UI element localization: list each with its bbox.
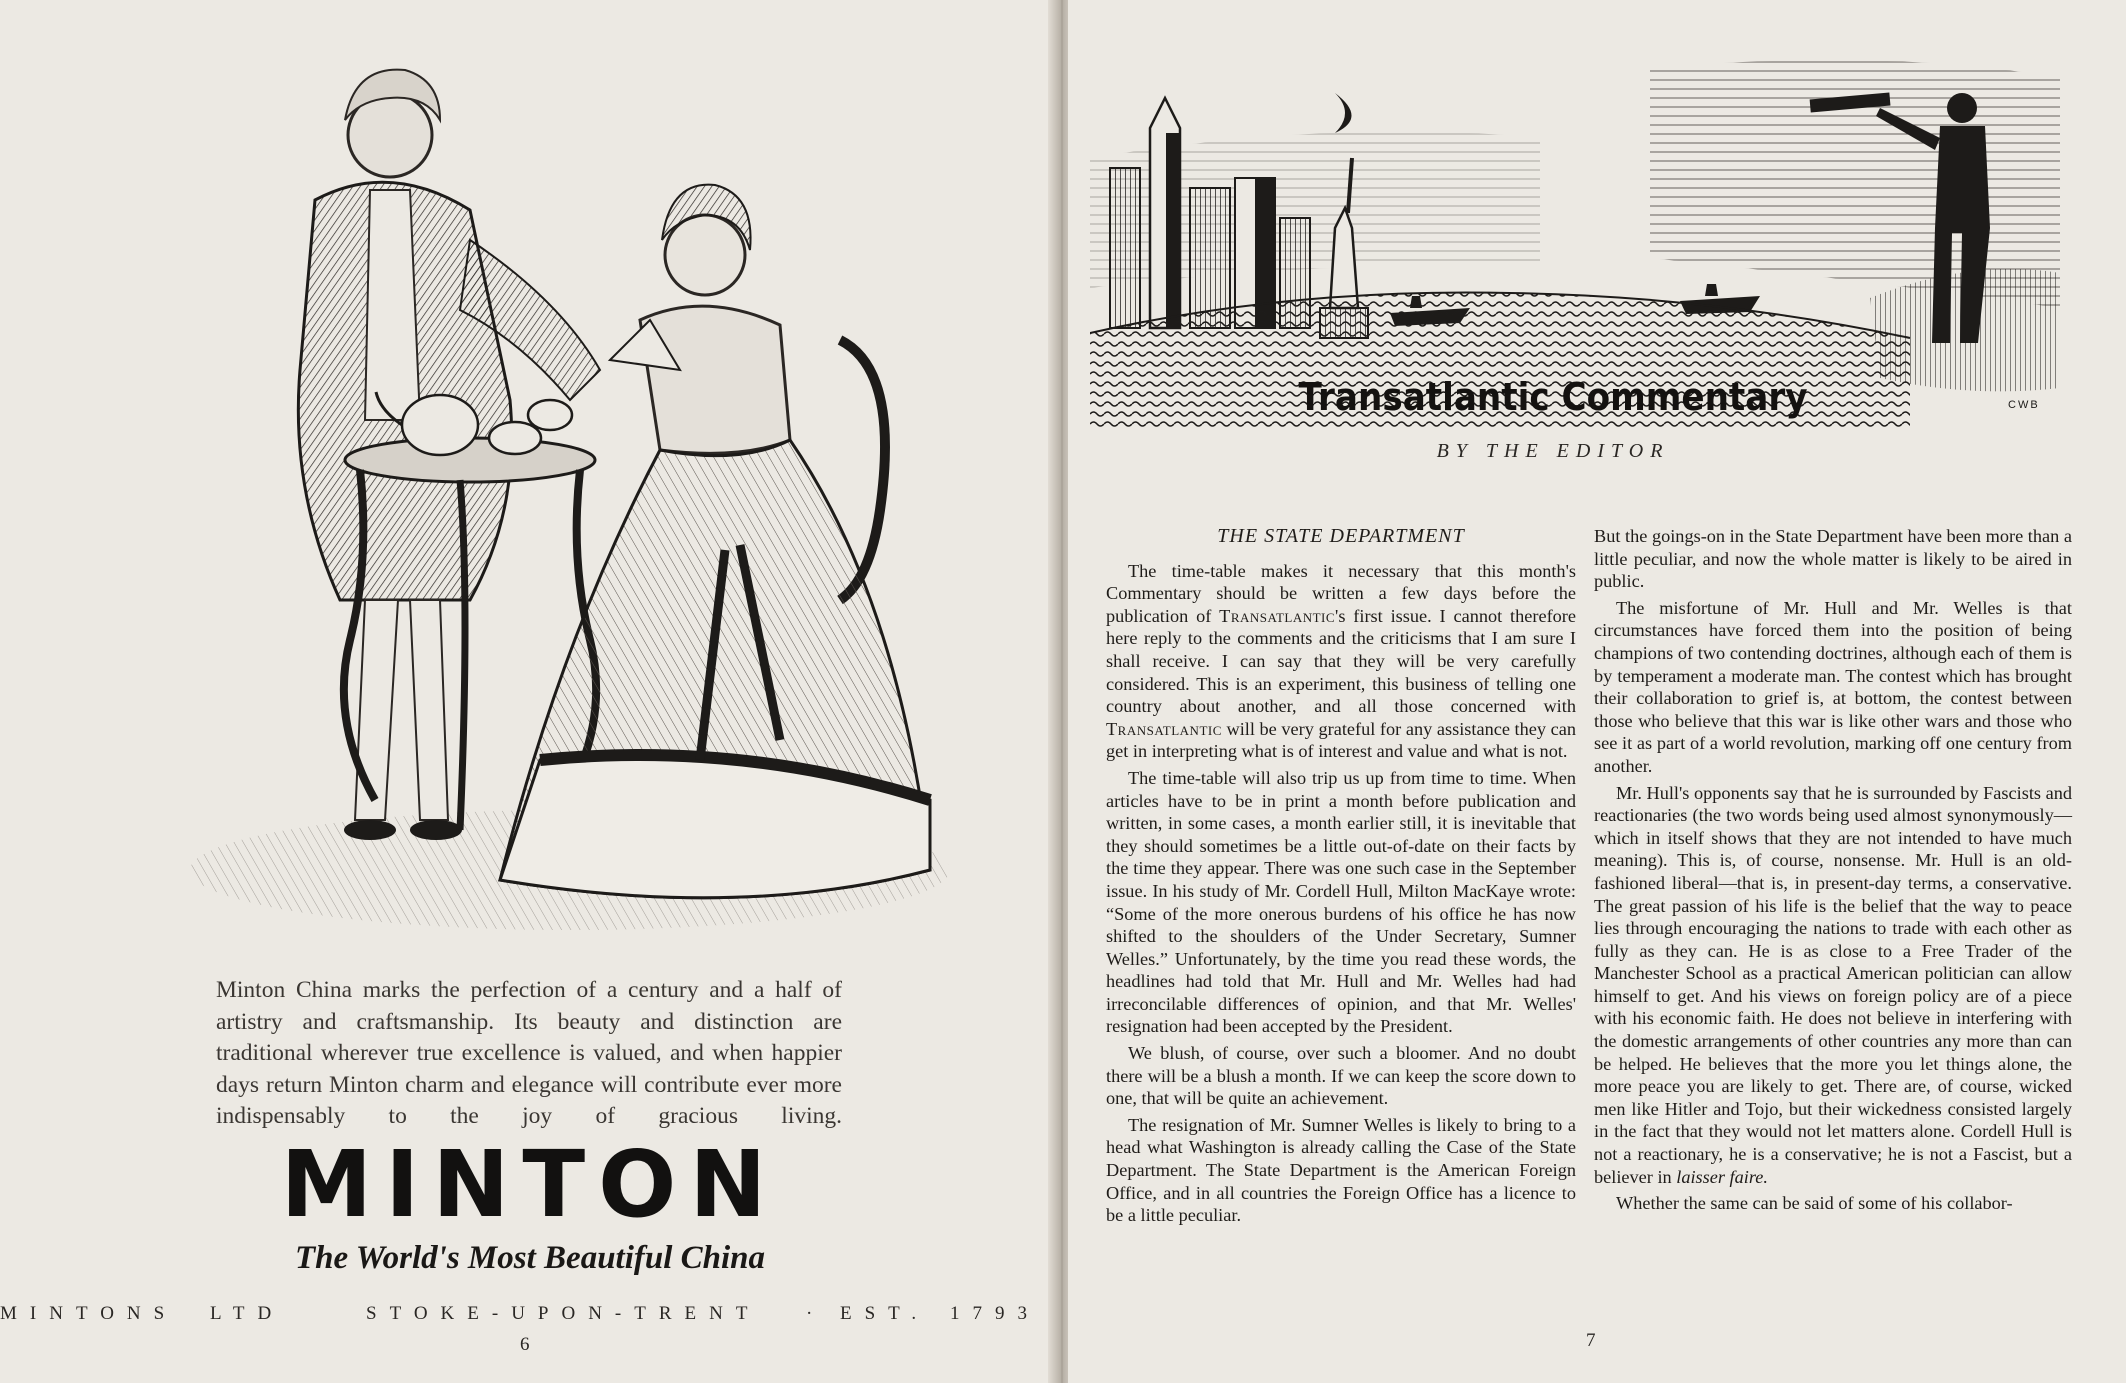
right-page — [1068, 0, 2126, 1383]
company-location: STOKE-UPON-TRENT — [366, 1303, 761, 1324]
paragraph: The misfortune of Mr. Hull and Mr. Welles is that circumstances have forced them into the position of being champions of two contending doctrines, although each of them is by temperament a moderate man. The contest which has brought their collaboration to grief is, at bottom, the contest between those who believe that this war is like other wars and those who see it as part of a world revolution, marking off one century from another. — [1594, 597, 2072, 776]
established-label: EST. — [840, 1303, 930, 1324]
section-heading: THE STATE DEPARTMENT — [1217, 525, 1465, 547]
article-column-left — [1106, 525, 1576, 1231]
article-column-right — [1594, 525, 2072, 1219]
paragraph: The resignation of Mr. Sumner Welles is likely to bring to a head what Washington is already calling the Case of the State Department. The State Department is the American Foreign Office, and in all countries the Foreign Office has a licence to be a little peculiar. — [1106, 1114, 1576, 1226]
paragraph: We blush, of course, over such a bloomer. And no doubt there will be a blush a month. If we can keep the score down to one, that will be quite an achievement. — [1106, 1043, 1576, 1109]
paragraph: Mr. Hull's opponents say that he is surrounded by Fascists and reactionaries (the two words being used almost synonymously—which in itself shows that they are not intended to have much meaning). This is, of course, nonsense. Mr. Hull is an old-fashioned liberal—that is, in present-day terms, a conservative. The great passion of his life is the belief that the way to peace lies through encouraging the nations to trade with each other as fully as they can. He is as close to a Free Trader of the Manchester School as a practical American politician can allow himself to get. And his views on foreign policy are of a piece with his economic faith. He does not believe in interfering with the domestic arrangements of other countries any more than can be helped. He believes that the more you let things alone, the more peace you are likely to get. There are, of course, wicked men like Hitler and Tojo, but their wickedness consisted largely in the fact that they would not let matters alone. Cordell Hull is not a reactionary, he is a conservative; he is not a Fascist, but a believer in laisser faire. — [1594, 782, 2072, 1187]
period-couple-tea-illustration — [140, 40, 960, 940]
page-number-left: 6 — [520, 1334, 530, 1355]
ad-copy: Minton China marks the perfection of a century and a half of artistry and craftsmanship. Its beauty and distinction are traditional wherever true excellence is valued, and when happier days return Minton charm and elegance will contribute ever more indispensably to the joy of gracious living. — [216, 977, 842, 1129]
brand-slogan: The World's Most Beautiful China — [294, 1240, 766, 1276]
established-year: 1793 — [950, 1303, 1040, 1324]
paragraph: The time-table makes it necessary that this month's Commentary should be written a few days before the publication of Transatlantic's first issue. I cannot therefore here reply to the comments and the criticisms that I am sure I shall receive. I can say that they will be very carefully considered. This is an experiment, this business of telling one country about another, and all those concerned with Transatlantic will be very grateful for any assistance they can get in interpreting what is of interest and value and what is not. — [1106, 560, 1576, 762]
paragraph: The time-table will also trip us up from time to time. When articles have to be in print a month before publication and written, in some cases, a month earlier still, it is inevitable that they should sometimes be a little out-of-date on their facts by the time they appear. There was one such case in the September issue. In his study of Mr. Cordell Hull, Milton MacKaye wrote: “Some of the more onerous burdens of his office he has now shifted to the shoulders of the Under Secretary, Sumner Welles.” Unfortunately, by the time you read these words, the headlines had told that Mr. Hull and Mr. Welles had had irreconcilable differences of opinion, and that Mr. Welles' resignation had been accepted by the President. — [1106, 767, 1576, 1037]
crescent-moon-icon — [1335, 93, 1352, 133]
article-byline: BY THE EDITOR — [1436, 440, 1670, 462]
lady-figure — [500, 185, 930, 898]
article-title: Transatlantic Commentary — [1298, 375, 1808, 419]
left-page — [0, 0, 1056, 1383]
paragraph: Whether the same can be said of some of his collabor- — [1616, 1193, 2013, 1214]
brand-name: MINTON — [280, 1131, 780, 1238]
paragraph: But the goings-on in the State Department have been more than a little peculiar, and now the whole matter is likely to be aired in public. — [1594, 526, 2072, 592]
separator-dot: · — [806, 1303, 826, 1324]
page-number-right: 7 — [1586, 1330, 1596, 1351]
company-suffix: LTD — [210, 1303, 285, 1324]
company-name: MINTONS — [0, 1303, 178, 1324]
artist-mark: CWB — [2008, 399, 2040, 411]
